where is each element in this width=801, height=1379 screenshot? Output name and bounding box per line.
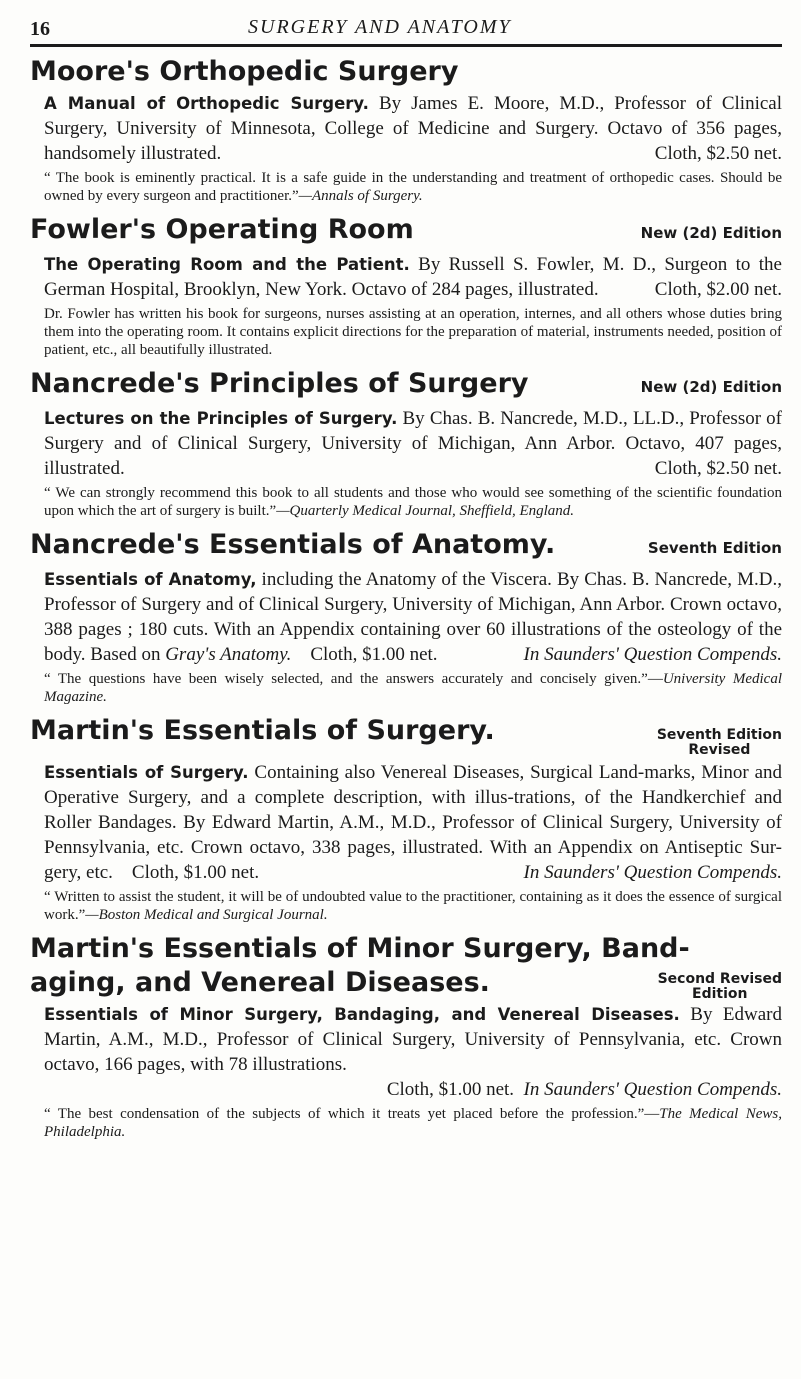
review-quote — [44, 305, 782, 359]
catalog-entry-fowler — [30, 213, 782, 359]
edition-label — [657, 728, 782, 758]
review-quote — [44, 1105, 782, 1141]
book-title: A Manual of Orthopedic Surgery. — [44, 94, 369, 113]
catalog-entry-martin-minor-surgery — [30, 932, 782, 1141]
review-quote — [44, 670, 782, 706]
running-title: SURGERY AND ANATOMY — [248, 16, 512, 38]
book-series: In Saunders' Question Compends. — [523, 644, 782, 665]
book-price: Cloth, $1.00 net. — [386, 1079, 515, 1100]
entry-description — [44, 91, 782, 166]
book-details: By James E. Moore, M.D., Professor of Clinical Surgery, University of Minnesota, College of Medicine and Surgery. Octavo of 356 pages, handsomely illustrated. — [44, 93, 782, 164]
entry-title: Martin's Essentials of Minor Surgery, Band-aging, and Venereal Diseases. — [30, 933, 690, 998]
edition-label: New (2d) Edition — [640, 224, 782, 242]
entry-title: Martin's Essentials of Surgery. — [30, 715, 495, 746]
book-details: By Edward Martin, A.M., M.D., Professor of Clinical Surgery, University of Pennsylvania, etc. Crown octavo, 166 pages, with 78 illustrations. — [44, 1004, 782, 1075]
book-catalog-page — [30, 14, 782, 1141]
review-source: —Boston Medical and Surgical Journal. — [85, 907, 328, 923]
review-quote — [44, 169, 782, 205]
edition-line: Seventh Edition — [656, 727, 782, 743]
entry-description — [44, 252, 782, 302]
book-series: In Saunders' Question Compends. — [523, 862, 782, 883]
entry-heading — [30, 528, 782, 565]
running-header — [30, 14, 782, 47]
book-details: By Russell S. Fowler, M. D., Surgeon to the German Hospital, Brooklyn, New York. Octavo of 284 pages, illustrated. — [44, 254, 782, 300]
entry-description — [44, 567, 782, 667]
review-text: “ The best condensation of the subjects of which it treats yet placed before the profession.”— — [44, 1106, 660, 1122]
review-source: The Medical News, Philadelphia. — [44, 1106, 782, 1140]
book-series: In Saunders' Question Compends. — [523, 1079, 782, 1100]
book-price: Cloth, $2.50 net. — [654, 143, 782, 164]
entry-heading — [30, 367, 782, 404]
entry-heading — [30, 55, 782, 89]
book-details: including the Anatomy of the Viscera. By Chas. B. Nancrede, M.D., Professor of Surgery and of Clinical Surgery, University of Michigan, Ann Arbor. Crown octavo, 388 pages ; 180 cuts. With an Appendix containing over 60 illustrations of the osteology of the body. Based on — [44, 569, 782, 665]
catalog-entry-moore — [30, 55, 782, 205]
book-title: The Operating Room and the Patient. — [44, 255, 410, 274]
catalog-entry-martin-surgery — [30, 714, 782, 924]
review-text: “ The book is eminently practical. It is a safe guide in the understanding and treatment of orthopedic cases. Should be owned by every surgeon and practitioner.” — [44, 170, 782, 204]
review-source: —Annals of Surgery. — [298, 188, 423, 204]
book-price: Cloth, $1.00 net. — [310, 644, 438, 665]
book-title: Essentials of Surgery. — [44, 763, 249, 782]
book-title: Essentials of Minor Surgery, Bandaging, and Venereal Diseases. — [44, 1005, 680, 1024]
catalog-entry-nancrede-anatomy — [30, 528, 782, 706]
review-quote — [44, 484, 782, 520]
review-source: University Medical Magazine. — [44, 671, 782, 705]
book-title: Lectures on the Principles of Surgery. — [44, 409, 398, 428]
edition-line: Revised — [688, 742, 751, 758]
catalog-entry-nancrede-principles — [30, 367, 782, 520]
review-text: “ Written to assist the student, it will be of undoubted value to the practitioner, containing as it does the essence of surgical work.” — [44, 889, 782, 923]
review-text: “ We can strongly recommend this book to all students and those who would see something of the scientific foundation upon which the art of surgery is built.” — [44, 485, 782, 519]
entry-description — [44, 406, 782, 481]
review-text: “ The questions have been wisely selected, and the answers accurately and concisely given.”— — [44, 671, 663, 687]
book-price: Cloth, $1.00 net. — [131, 862, 260, 883]
page-number: 16 — [30, 18, 50, 40]
book-basis: Gray's Anatomy. — [165, 644, 292, 665]
entry-description — [44, 760, 782, 885]
entry-title: Nancrede's Essentials of Anatomy. — [30, 529, 556, 560]
review-source: —Quarterly Medical Journal, Sheffield, England. — [276, 503, 575, 519]
entry-heading — [30, 213, 782, 250]
entry-title: Nancrede's Principles of Surgery — [30, 368, 529, 399]
edition-line: Edition — [692, 986, 748, 1002]
entry-heading — [30, 932, 782, 1000]
book-price: Cloth, $2.00 net. — [654, 279, 782, 300]
edition-label: Seventh Edition — [647, 539, 782, 557]
book-details: By Chas. B. Nancrede, M.D., LL.D., Professor of Surgery and of Clinical Surgery, University of Michigan, Ann Arbor. Octavo, 407 pages, illustrated. — [44, 408, 783, 479]
price-line — [44, 1077, 782, 1102]
book-details: Containing also Venereal Diseases, Surgical Land-marks, Minor and Operative Surgery, and a complete description, with illus-trations, of the Handkerchief and Roller Bandages. By Edward Martin, A.M., M.D., Professor of Clinical Surgery, University of Pennsylvania, etc. Crown octavo, 338 pages, illustrated. With an Appendix on Antiseptic Sur-gery, etc. — [44, 762, 782, 883]
entry-title: Fowler's Operating Room — [30, 214, 414, 245]
entry-title: Moore's Orthopedic Surgery — [30, 56, 459, 87]
edition-label — [658, 972, 782, 1002]
entry-description — [44, 1002, 782, 1102]
book-price: Cloth, $2.50 net. — [654, 458, 782, 479]
review-text: Dr. Fowler has written his book for surgeons, nurses assisting at an operation, internes, and all others whose duties bring them into the operating room. It contains explicit directions for the preparation of material, instruments needed, position of patient, etc., all beautifully illustrated. — [44, 306, 782, 358]
review-quote — [44, 888, 782, 924]
edition-line: Second Revised — [657, 971, 782, 987]
entry-heading — [30, 714, 782, 758]
book-title: Essentials of Anatomy, — [44, 570, 257, 589]
edition-label: New (2d) Edition — [640, 378, 782, 396]
